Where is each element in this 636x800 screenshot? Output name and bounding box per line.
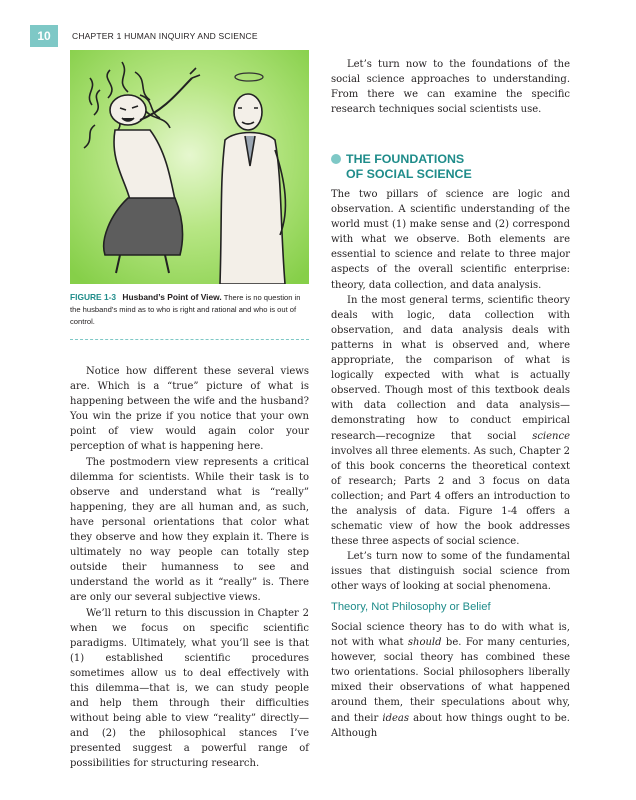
paragraph: The two pillars of science are logic and observation. A scientific understanding of the world must (1) make sense and (2) correspond with what we observe. Both elements are essential to science and relate to three major aspects of the overall scientific enterprise: theory, data collection, and data analysis. (331, 189, 570, 291)
section-heading (331, 152, 570, 182)
figure-number: FIGURE 1-3 (70, 292, 117, 302)
section-heading-line1: THE FOUNDATIONS (346, 152, 465, 166)
paragraph: In the most general terms, scientific theory deals with logic, data collection with observation, and data analysis deals with patterns in what is observed and, where appropriate, the comparison of what is logically expected with what is actually observed. Though most of this textbook deals with data collection and data analysis—demonstrating how to conduct empirical research—recognize that social science involves all three elements. As such, Chapter 2 of this book concerns the theoretical context of research; Parts 2 and 3 focus on data collection; and Part 4 offers an introduction to the analysis of data. Figure 1-4 offers a schematic view of how the book addresses these three aspects of social science. (331, 294, 570, 548)
paragraph: The postmodern view represents a critical dilemma for scientists. While their task is to observe and understand what is “really” happening, they are all human and, as such, have personal orientations that color what they observe and how they explain it. There is ultimately no way people can totally step outside their humanness to see and understand the world as it “really” is. There are only our several subjective views. (70, 456, 309, 604)
right-column-body (331, 187, 570, 595)
paragraph: Let’s turn now to the foundations of the social science approaches to understanding. From there we can examine the specific research techniques social scientists use. (331, 59, 570, 116)
right-column-intro (331, 57, 570, 117)
page-number: 10 (30, 25, 58, 47)
left-column (70, 364, 309, 772)
caption-divider (70, 339, 309, 340)
right-column-bottom (331, 620, 570, 741)
subsection-heading: Theory, Not Philosophy or Belief (331, 601, 491, 613)
figure-title: Husband’s Point of View. (122, 292, 222, 302)
paragraph: Notice how different these several views are. Which is a “true” picture of what is happening between the wife and the husband? You win the prize if you notice that your own point of view would again color your perception of what is happening here. (70, 366, 309, 453)
cartoon-illustration (70, 50, 309, 284)
paragraph: Let’s turn now to some of the fundamental issues that distinguish social science from other ways of looking at social phenomena. (331, 551, 570, 593)
running-head: CHAPTER 1 HUMAN INQUIRY AND SCIENCE (72, 31, 258, 41)
paragraph: We’ll return to this discussion in Chapter 2 when we focus on specific scientific paradigms. Ultimately, what you’ll see is that (1) established scientific procedures sometimes allow us to deal effectively with this dilemma—that is, we can study people and help them through their difficulties without being able to view “reality” directly—and (2) the philosophical stances I’ve presented suggest a powerful range of possibilities for structuring research. (70, 607, 309, 770)
figure-caption (70, 291, 309, 328)
figure-caption-text: There is no question in the husband’s mind as to who is right and rational and who is out of control. (70, 293, 301, 326)
bullet-icon (331, 154, 341, 164)
section-heading-line2: OF SOCIAL SCIENCE (346, 167, 472, 181)
figure-illustration (70, 50, 309, 284)
paragraph: Social science theory has to do with what is, not with what should be. For many centuries, however, social theory has combined these two orientations. Social philosophers liberally mixed their observations of what happened around them, their speculations about why, and their ideas about how things ought to be. Although (331, 622, 570, 739)
